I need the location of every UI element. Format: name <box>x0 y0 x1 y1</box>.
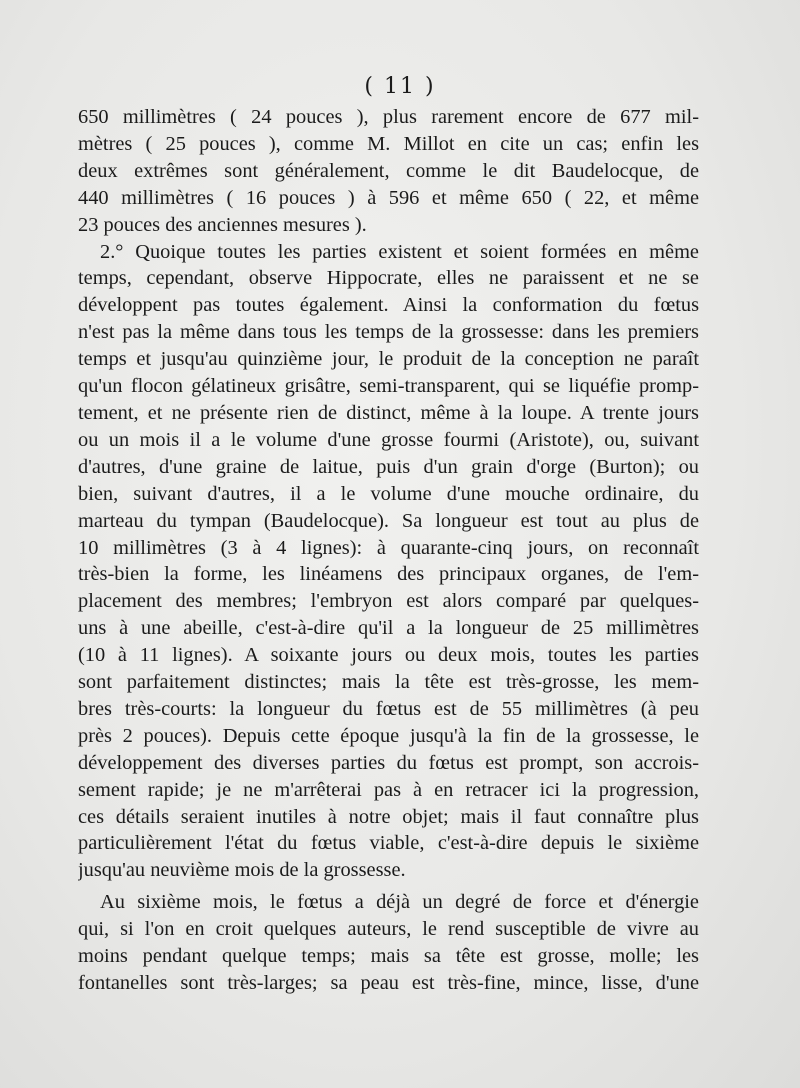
text-line: sont parfaitement distinctes; mais la tête est très-grosse, les mem- <box>78 671 699 694</box>
text-line: qu'un flocon gélatineux grisâtre, semi-transparent, qui se liquéfie promp- <box>78 375 699 398</box>
body-text <box>78 104 699 997</box>
text-line: Au sixième mois, le fœtus a déjà un degré de force et d'énergie <box>100 891 699 914</box>
text-line: temps, cependant, observe Hippocrate, elles ne paraissent et ne se <box>78 267 699 290</box>
text-line: développement des diverses parties du fœtus est prompt, son accrois- <box>78 751 699 774</box>
page-number: ( 11 ) <box>364 74 436 99</box>
text-line: fontanelles sont très-larges; sa peau est très-fine, mince, lisse, d'une <box>78 972 699 994</box>
text-line: bres très-courts: la longueur du fœtus est de 55 millimètres (à peu <box>78 697 699 720</box>
text-line: 440 millimètres ( 16 pouces ) à 596 et même 650 ( 22, et même <box>78 186 699 209</box>
text-line: jusqu'au neuvième mois de la grossesse. <box>78 859 406 882</box>
text-line: développent pas toutes également. Ainsi la conformation du fœtus <box>78 294 699 317</box>
text-line: ces détails seraient inutiles à notre objet; mais il faut connaître plus <box>78 805 699 828</box>
text-line: placement des membres; l'embryon est alors comparé par quelques- <box>78 590 699 613</box>
text-line: 10 millimètres (3 à 4 lignes): à quarante-cinq jours, on reconnaît <box>78 536 699 559</box>
text-line: uns à une abeille, c'est-à-dire qu'il a la longueur de 25 millimètres <box>78 617 699 640</box>
text-line: n'est pas la même dans tous les temps de la grossesse: dans les premiers <box>78 321 699 344</box>
text-line: d'autres, d'une graine de laitue, puis d'un grain d'orge (Burton); ou <box>78 455 699 478</box>
text-line: mètres ( 25 pouces ), comme M. Millot en cite un cas; enfin les <box>78 132 699 155</box>
text-line: 23 pouces des anciennes mesures ). <box>78 213 367 236</box>
text-line: 650 millimètres ( 24 pouces ), plus rarement encore de 677 mil- <box>78 106 699 128</box>
text-line: près 2 pouces). Depuis cette époque jusqu'à la fin de la grossesse, le <box>78 724 699 747</box>
text-line: moins pendant quelque temps; mais sa tête est grosse, molle; les <box>78 945 699 968</box>
text-line: tement, et ne présente rien de distinct, même à la loupe. A trente jours <box>78 401 699 424</box>
text-line: (10 à 11 lignes). A soixante jours ou deux mois, toutes les parties <box>78 644 699 667</box>
text-line: temps et jusqu'au quinzième jour, le produit de la conception ne paraît <box>78 348 699 371</box>
text-line: marteau du tympan (Baudelocque). Sa longueur est tout au plus de <box>78 509 699 532</box>
text-line: ou un mois il a le volume d'une grosse fourmi (Aristote), ou, suivant <box>78 428 699 451</box>
text-line: deux extrêmes sont généralement, comme le dit Baudelocque, de <box>78 159 699 182</box>
text-line: sement rapide; je ne m'arrêterai pas à en retracer ici la progression, <box>78 778 699 801</box>
text-line: 2.° Quoique toutes les parties existent et soient formées en même <box>100 240 699 263</box>
text-line: bien, suivant d'autres, il a le volume d'une mouche ordinaire, du <box>78 482 699 505</box>
text-line: qui, si l'on en croit quelques auteurs, le rend susceptible de vivre au <box>78 918 699 941</box>
text-line: particulièrement l'état du fœtus viable, c'est-à-dire depuis le sixième <box>78 832 699 855</box>
text-line: très-bien la forme, les linéamens des principaux organes, de l'em- <box>78 563 699 586</box>
